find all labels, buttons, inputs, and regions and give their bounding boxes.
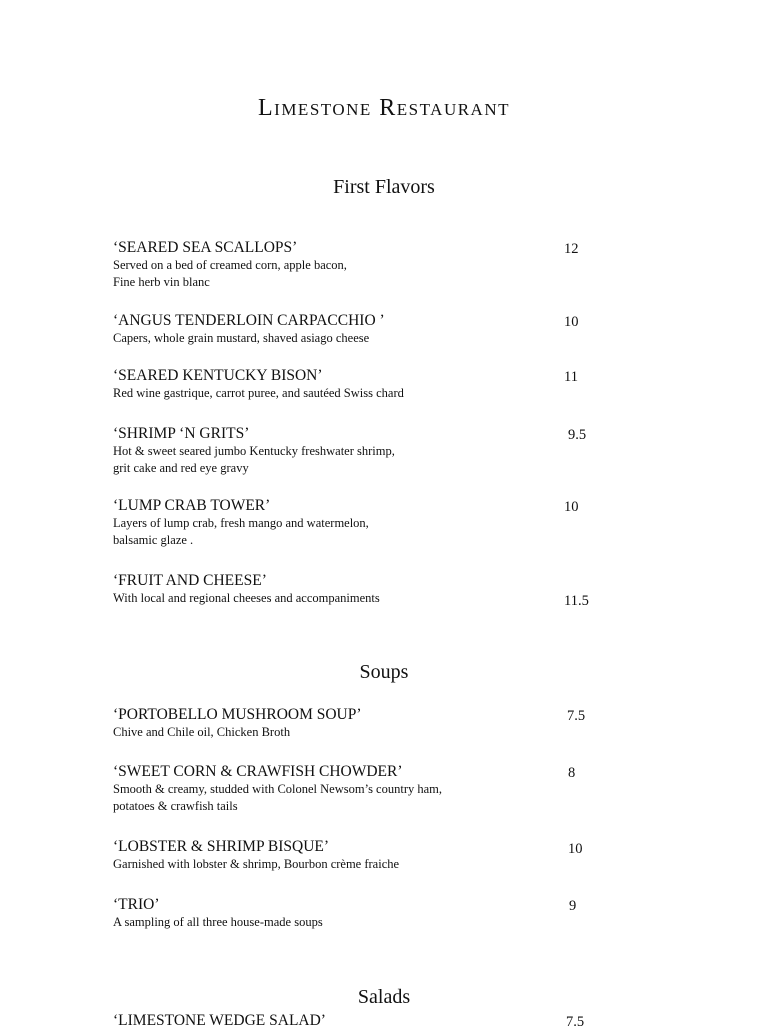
section-heading-soups: Soups <box>359 661 409 683</box>
menu-item-description: Smooth & creamy, studded with Colonel Newsom’s country ham, potatoes & crawfish tails <box>113 782 443 813</box>
menu-item-sweet-corn-crawfish-chowder <box>113 762 613 815</box>
menu-item-description: Chive and Chile oil, Chicken Broth <box>113 725 291 739</box>
menu-item-lobster-shrimp-bisque <box>113 837 613 873</box>
menu-item-name: ‘TRIO’ <box>113 896 160 913</box>
menu-item-seared-kentucky-bison <box>113 366 613 402</box>
menu-item-name: ‘ANGUS TENDERLOIN CARPACCHIO ’ <box>113 312 385 329</box>
section-heading-first-flavors: First Flavors <box>333 176 435 198</box>
menu-item-name: ‘LUMP CRAB TOWER’ <box>113 497 271 514</box>
menu-item-description: Hot & sweet seared jumbo Kentucky freshwater shrimp, grit cake and red eye gravy <box>113 444 395 475</box>
menu-item-price: 10 <box>564 499 579 515</box>
menu-item-description: Served on a bed of creamed corn, apple bacon, Fine herb vin blanc <box>113 258 347 289</box>
menu-item-price: 8 <box>568 765 576 781</box>
menu-item-description: A sampling of all three house-made soups <box>113 915 323 929</box>
menu-item-trio <box>113 895 613 931</box>
menu-item-name: ‘LOBSTER & SHRIMP BISQUE’ <box>113 838 330 855</box>
menu-item-description: Layers of lump crab, fresh mango and watermelon, balsamic glaze . <box>113 516 369 547</box>
menu-item-name: ‘SEARED KENTUCKY BISON’ <box>113 367 323 384</box>
menu-item-name: ‘PORTOBELLO MUSHROOM SOUP’ <box>113 706 362 723</box>
menu-item-lump-crab-tower <box>113 496 613 549</box>
menu-item-price: 9.5 <box>568 427 587 443</box>
menu-item-shrimp-n-grits <box>113 424 613 477</box>
menu-item-seared-sea-scallops <box>113 238 613 291</box>
menu-item-description: Red wine gastrique, carrot puree, and sautéed Swiss chard <box>113 386 404 400</box>
menu-item-description: Garnished with lobster & shrimp, Bourbon crème fraiche <box>113 857 400 871</box>
menu-item-price: 10 <box>568 841 583 857</box>
menu-item-price: 12 <box>564 241 579 257</box>
menu-item-name: ‘FRUIT AND CHEESE’ <box>113 572 267 589</box>
menu-item-angus-tenderloin-carpacchio <box>113 311 613 347</box>
menu-item-price: 11.5 <box>564 593 589 609</box>
menu-item-limestone-wedge-salad <box>113 1011 613 1030</box>
menu-item-name: ‘SHRIMP ‘N GRITS’ <box>113 425 250 442</box>
menu-item-name: ‘LIMESTONE WEDGE SALAD’ <box>113 1012 326 1029</box>
menu-item-fruit-and-cheese <box>113 571 613 607</box>
menu-item-price: 7.5 <box>566 1014 585 1030</box>
menu-item-price: 9 <box>569 898 577 914</box>
menu-item-name: ‘SEARED SEA SCALLOPS’ <box>113 239 298 256</box>
restaurant-title: Limestone Restaurant <box>258 95 510 121</box>
menu-item-description: With local and regional cheeses and accompaniments <box>113 591 380 605</box>
section-heading-salads: Salads <box>357 986 411 1008</box>
menu-item-description: Capers, whole grain mustard, shaved asiago cheese <box>113 331 370 345</box>
menu-item-portobello-mushroom-soup <box>113 705 613 741</box>
menu-item-price: 11 <box>564 369 578 385</box>
menu-item-price: 7.5 <box>567 708 586 724</box>
menu-item-name: ‘SWEET CORN & CRAWFISH CHOWDER’ <box>113 763 403 780</box>
menu-item-price: 10 <box>564 314 579 330</box>
